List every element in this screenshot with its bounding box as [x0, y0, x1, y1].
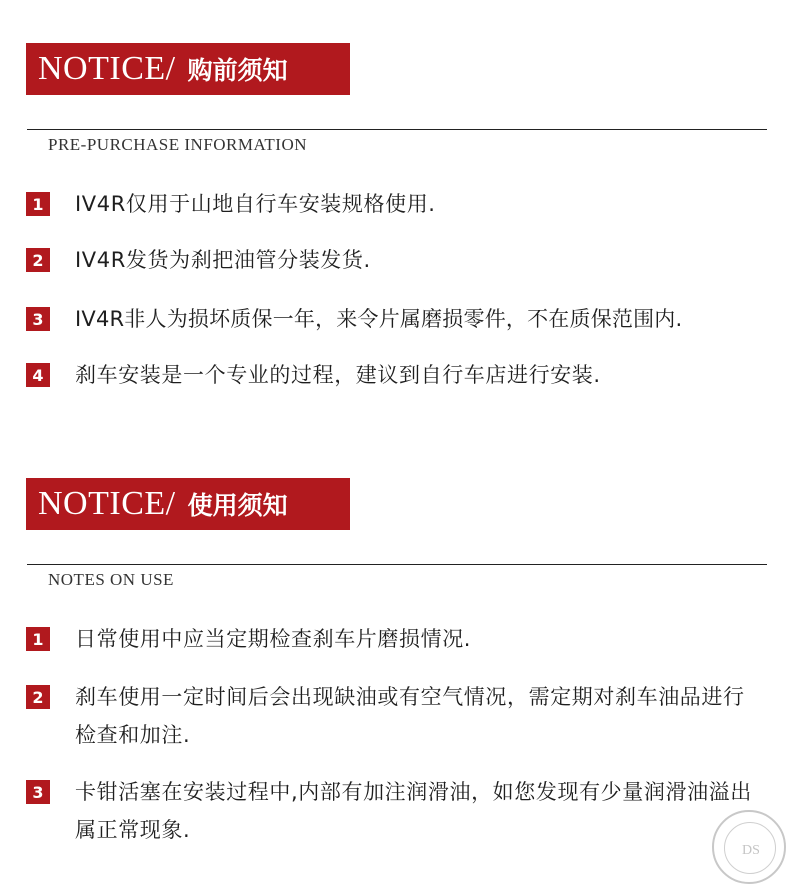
notice-banner	[26, 43, 350, 95]
item-text: 刹车使用一定时间后会出现缺油或有空气情况，需定期对刹车油品进行检查和加注.	[75, 685, 745, 747]
item-number-badge: 3	[26, 780, 50, 804]
item-number-badge: 3	[26, 307, 50, 331]
item-number-badge: 2	[26, 685, 50, 709]
item-number-badge: 1	[26, 192, 50, 216]
svg-text:DS: DS	[742, 843, 760, 858]
item-number-badge: 4	[26, 363, 50, 387]
item-text: 卡钳活塞在安装过程中,内部有加注润滑油，如您发现有少量润滑油溢出属正常现象.	[75, 780, 752, 842]
section-subtitle: NOTES ON USE	[48, 570, 174, 589]
seal-emblem-icon	[714, 812, 788, 886]
watermark-seal-icon	[712, 810, 786, 884]
item-text: 刹车安装是一个专业的过程，建议到自行车店进行安装.	[75, 363, 601, 387]
banner-title-en: NOTICE/	[38, 50, 176, 87]
banner-title-cn: 购前须知	[187, 56, 288, 85]
divider	[27, 564, 767, 565]
item-text: IV4R仅用于山地自行车安装规格使用.	[75, 192, 436, 216]
banner-title-en: NOTICE/	[38, 485, 176, 522]
item-text: IV4R非人为损坏质保一年，来令片属磨损零件，不在质保范围内.	[75, 307, 683, 331]
item-number-badge: 2	[26, 248, 50, 272]
item-text: IV4R发货为刹把油管分装发货.	[75, 248, 371, 272]
item-text: 日常使用中应当定期检查刹车片磨损情况.	[75, 627, 472, 651]
section-subtitle: PRE-PURCHASE INFORMATION	[48, 135, 308, 154]
item-number-badge: 1	[26, 627, 50, 651]
divider	[27, 129, 767, 130]
notice-banner	[26, 478, 350, 530]
banner-title-cn: 使用须知	[187, 491, 288, 520]
